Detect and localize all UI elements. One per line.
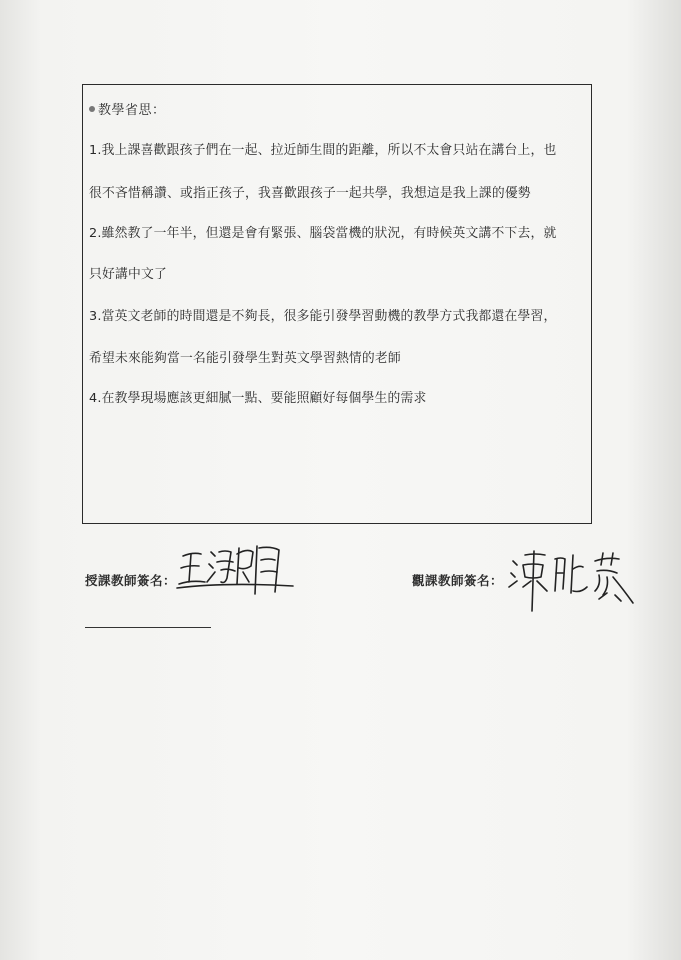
teaching-signature-label: 授課教師簽名： <box>85 573 177 588</box>
reflection-line: 1.我上課喜歡跟孩子們在一起、拉近師生間的距離，所以不太會只站在講台上，也 <box>89 143 557 158</box>
observing-signature-handwriting <box>503 543 638 615</box>
observing-signature-label: 觀課教師簽名： <box>412 573 504 588</box>
reflection-line: 4.在教學現場應該更細膩一點、要能照顧好每個學生的需求 <box>89 391 427 406</box>
reflection-line: 希望未來能夠當一名能引發學生對英文學習熱情的老師 <box>89 351 401 366</box>
reflection-heading <box>89 99 166 118</box>
teaching-signature-handwriting <box>175 538 300 598</box>
reflection-heading-text: 教學省思： <box>98 103 166 118</box>
reflection-line: 只好講中文了 <box>89 267 167 282</box>
reflection-line: 2.雖然教了一年半，但還是會有緊張、腦袋當機的狀況，有時候英文講不下去，就 <box>89 226 557 241</box>
signature-line <box>85 627 211 628</box>
reflection-line: 3.當英文老師的時間還是不夠長，很多能引發學習動機的教學方式我都還在學習， <box>89 309 557 324</box>
reflection-box <box>82 84 592 524</box>
reflection-line: 很不吝惜稱讚、或指正孩子，我喜歡跟孩子一起共學，我想這是我上課的優勢 <box>89 186 531 201</box>
bullet-icon <box>89 106 95 112</box>
